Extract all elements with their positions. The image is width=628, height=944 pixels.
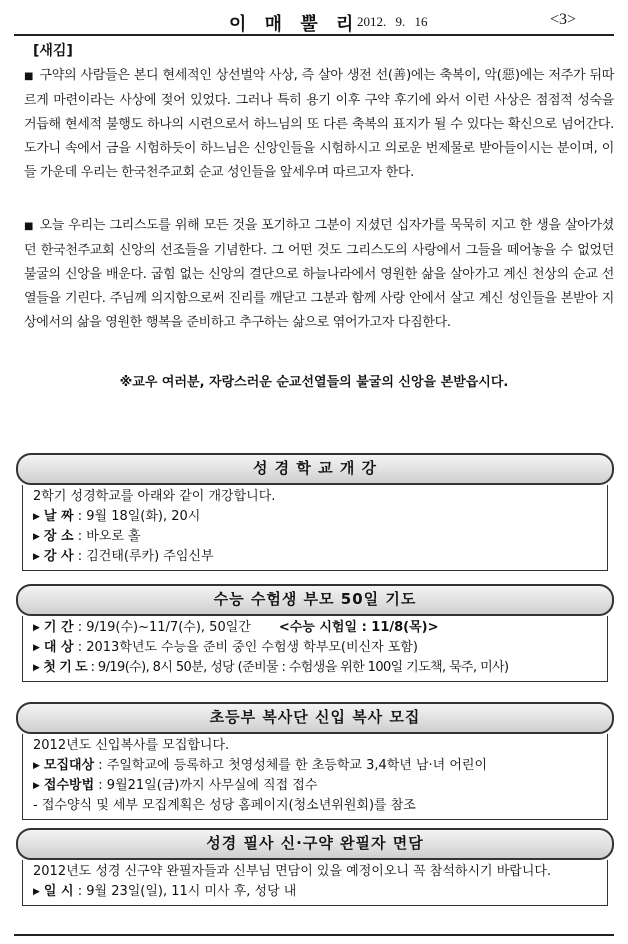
- notice-body: [22, 734, 608, 820]
- notice-row: ▶ 일 시 : 9월 23일(일), 11시 미사 후, 성당 내: [33, 884, 297, 899]
- page-header: [14, 8, 614, 36]
- notice-row: ▶ 기 간 : 9/19(수)~11/7(수), 50일간 <수능 시험일 : 11/8(목)>: [33, 620, 439, 635]
- notice-body: [22, 860, 608, 906]
- bible-school-notice: [16, 453, 614, 571]
- notice-extra: - 접수양식 및 세부 모집계획은 성당 홈페이지(청소년위원회)를 참조: [33, 798, 416, 813]
- notice-intro: 2012년도 신입복사를 모집합니다.: [33, 738, 230, 753]
- triangle-right-icon: ▶: [33, 643, 40, 653]
- notice-title: 성경 필사 신·구약 완필자 면담: [16, 828, 614, 860]
- reflection-paragraph-2: ■ 오늘 우리는 그리스도를 위해 모든 것을 포기하고 그분이 지셨던 십자가를 묵묵히 지고 한 생을 살아가셨던 한국천주교회 신앙의 선조들을 기념한다. 그 어떤 것도 그리스도의 사랑에서 그들을 떼어놓을 수 없었던 불굴의 신앙을 배운다. 굽힘 없는 신앙의 결단으로 하늘나라에서 영원한 삶을 살아가고 계신 천상의 순교 선열들을 기린다. 주님께 의지함으로써 진리를 깨닫고 그분과 함께 사랑 안에서 살고 계신 성인들을 본받아 지상에서의 삶을 영원한 행복을 준비하고 추구하는 삶으로 엮어가고자 다짐한다.: [24, 218, 614, 330]
- notice-body: [22, 485, 608, 571]
- triangle-right-icon: ▶: [33, 512, 40, 522]
- issue-date: 2012. 9. 16: [357, 14, 428, 29]
- reflection-paragraph-1: ■ 구약의 사람들은 본디 현세적인 상선벌악 사상, 즉 살아 생전 선(善)에는 축복이, 악(惡)에는 저주가 뒤따르게 마련이라는 사상에 젖어 있었다. 그러나 특히 용기 이후 구약 후기에 와서 이런 사상은 점점적 성숙을 거듭해 현세적 불행도 하나의 시련으로서 하느님의 또 다른 축복의 표지가 될 수 있다는 확신으로 넘어간다. 도가니 속에서 금을 시험하듯이 하느님은 신앙인들을 시험하시고 의로운 번제물로 받아들이시는 분이며, 이들 가운데 우리는 한국천주교회 순교 성인들을 앞세우며 따르고자 한다.: [24, 68, 614, 180]
- notice-title: 수능 수험생 부모 50일 기도: [16, 584, 614, 616]
- triangle-right-icon: ▶: [33, 663, 40, 673]
- triangle-right-icon: ▶: [33, 532, 40, 542]
- triangle-right-icon: ▶: [33, 761, 40, 771]
- triangle-right-icon: ▶: [33, 781, 40, 791]
- notice-row: ▶ 대 상 : 2013학년도 수능을 준비 중인 수험생 학부모(비신자 포함): [33, 640, 418, 655]
- notice-row: ▶ 모집대상 : 주일학교에 등록하고 첫영성체를 한 초등학교 3,4학년 남·녀 어린이: [33, 758, 488, 773]
- notice-intro: 2012년도 성경 신구약 완필자들과 신부님 면담이 있을 예정이오니 꼭 참석하시기 바랍니다.: [33, 864, 552, 879]
- notice-row: ▶ 장 소 : 바오로 홀: [33, 529, 141, 544]
- exam-prayer-notice: [16, 584, 614, 682]
- reflection-slogan: ※교우 여러분, 자랑스러운 순교선열들의 불굴의 신앙을 본받읍시다.: [119, 375, 509, 390]
- triangle-right-icon: ▶: [33, 552, 40, 562]
- exam-date-note: <수능 시험일 : 11/8(목)>: [278, 620, 439, 635]
- notice-row: ▶ 날 짜 : 9월 18일(화), 20시: [33, 509, 201, 524]
- notice-title: 성 경 학 교 개 강: [16, 453, 614, 485]
- notice-row: ▶ 접수방법 : 9월21일(금)까지 사무실에 직접 접수: [33, 778, 318, 793]
- triangle-right-icon: ▶: [33, 623, 40, 633]
- reflection-title: [새김]: [33, 43, 73, 59]
- notice-title: 초등부 복사단 신입 복사 모집: [16, 702, 614, 734]
- square-bullet-icon: ■: [24, 71, 34, 82]
- notice-intro: 2학기 성경학교를 아래와 같이 개강합니다.: [33, 489, 276, 504]
- newsletter-title: 이 매 뿔 리: [229, 14, 360, 35]
- notice-row: ▶ 강 사 : 김건태(루카) 주임신부: [33, 549, 214, 564]
- notice-body: [22, 616, 608, 682]
- bible-copy-notice: [16, 828, 614, 906]
- triangle-right-icon: ▶: [33, 887, 40, 897]
- square-bullet-icon: ■: [24, 221, 34, 232]
- page-number: <3>: [549, 11, 576, 28]
- notice-row: ▶ 첫 기 도 : 9/19(수), 8시 50분, 성당 (준비물 : 수험생을 위한 100일 기도책, 묵주, 미사): [33, 660, 509, 675]
- altar-server-notice: [16, 702, 614, 820]
- footer-divider: [14, 934, 614, 936]
